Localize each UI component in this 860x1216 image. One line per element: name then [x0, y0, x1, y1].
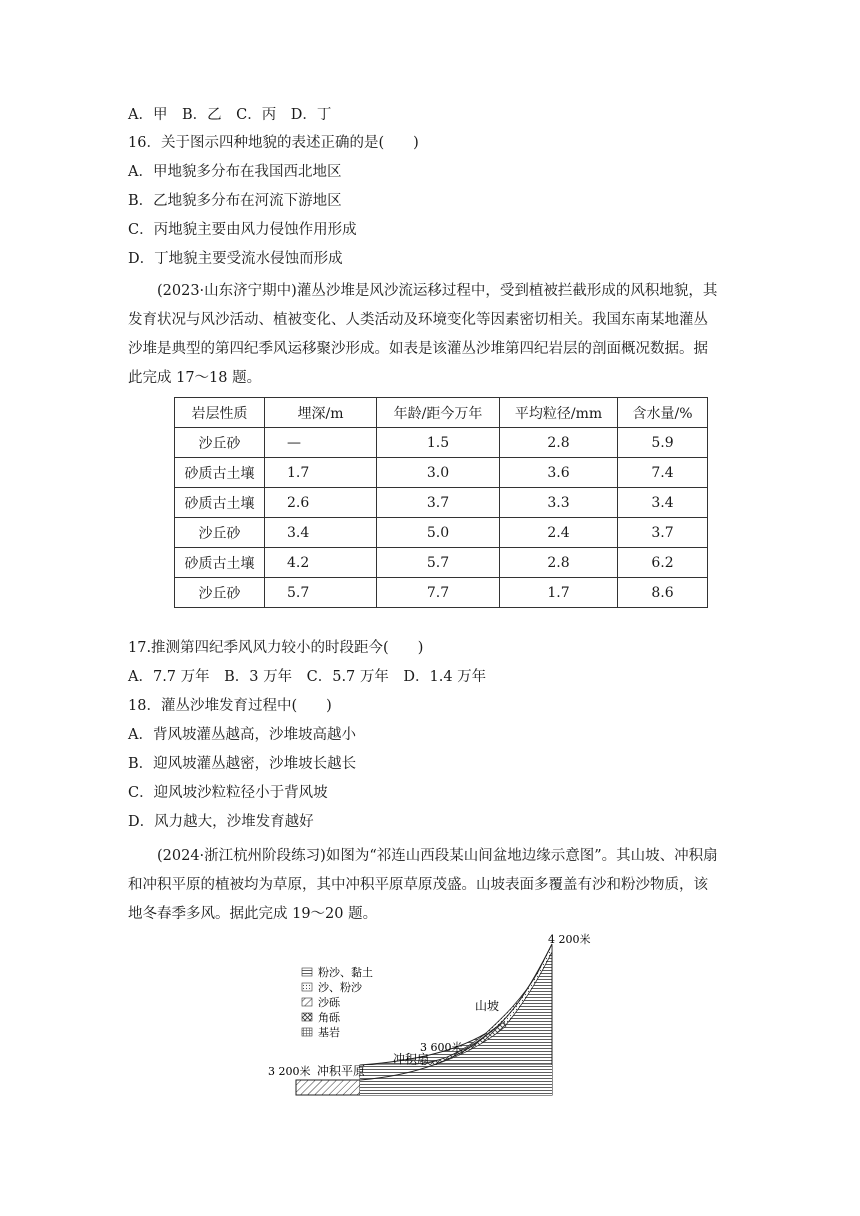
legend-swatch-bedrock — [302, 1028, 312, 1036]
table-cell: 1.5 — [377, 428, 500, 458]
table-cell: 5.9 — [618, 428, 708, 458]
table-cell: 7.4 — [618, 458, 708, 488]
legend-label: 粉沙、黏土 — [318, 966, 373, 979]
passage-1-line: (2023·山东济宁期中)灌丛沙堆是风沙流运移过程中，受到植被拦截形成的风积地貌，其 — [157, 283, 718, 299]
q15-options: A．甲 B．乙 C．丙 D．丁 — [128, 107, 332, 123]
table-row — [175, 518, 708, 548]
table-cell: 3.7 — [377, 488, 500, 518]
peak-elevation-label: 4 200米 — [548, 933, 591, 946]
legend-label: 沙砾 — [318, 996, 340, 1009]
table-row — [175, 578, 708, 608]
passage-1-line: 此完成 17～18 题。 — [128, 370, 262, 386]
table-cell: 4.2 — [265, 548, 377, 578]
q18-option-d: D．风力越大，沙堆发育越好 — [128, 814, 314, 830]
table-cell: 1.7 — [265, 458, 377, 488]
legend — [302, 965, 373, 1039]
table-cell: 8.6 — [618, 578, 708, 608]
fan-elevation-label: 3 600米 — [420, 1041, 463, 1054]
alluvial-plain-layer — [296, 1080, 360, 1095]
passage-2-line: 和冲积平原的植被均为草原，其中冲积平原草原茂盛。山坡表面多覆盖有沙和粉沙物质，该 — [128, 877, 708, 893]
table-cell: 3.0 — [377, 458, 500, 488]
table-cell: 2.8 — [500, 548, 618, 578]
q18-stem: 18．灌丛沙堆发育过程中( ) — [128, 698, 332, 714]
legend-swatch-breccia — [302, 1013, 312, 1021]
q16-option-a: A．甲地貌多分布在我国西北地区 — [128, 164, 342, 180]
table-cell: 3.3 — [500, 488, 618, 518]
table-cell: 3.4 — [618, 488, 708, 518]
table-cell: 2.6 — [265, 488, 377, 518]
table-row — [175, 488, 708, 518]
table-cell: 2.8 — [500, 428, 618, 458]
table-cell: — — [265, 428, 377, 458]
legend-swatch-sand-silt — [302, 983, 312, 991]
q18-option-b: B．迎风坡灌丛越密，沙堆坡长越长 — [128, 756, 357, 772]
passage-1-line: 发育状况与风沙活动、植被变化、人类活动及环境变化等因素密切相关。我国东南某地灌丛 — [128, 312, 708, 328]
bedrock-fill-lower — [360, 1065, 552, 1095]
table-cell: 1.7 — [500, 578, 618, 608]
slope-label: 山坡 — [475, 999, 500, 1013]
table-cell: 2.4 — [500, 518, 618, 548]
table-row — [175, 428, 708, 458]
strata-table — [174, 397, 708, 608]
table-cell: 沙丘砂 — [175, 518, 265, 548]
table-cell: 砂质古土壤 — [175, 548, 265, 578]
q18-option-c: C．迎风坡沙粒粒径小于背风坡 — [128, 785, 328, 801]
legend-label: 基岩 — [318, 1026, 340, 1039]
basin-edge-diagram — [260, 930, 600, 1100]
table-cell: 5.7 — [377, 548, 500, 578]
q18-option-a: A．背风坡灌丛越高，沙堆坡高越小 — [128, 727, 356, 743]
col-header: 埋深/m — [265, 398, 377, 428]
col-header: 平均粒径/mm — [500, 398, 618, 428]
col-header: 年龄/距今万年 — [377, 398, 500, 428]
passage-1-line: 沙堆是典型的第四纪季风运移聚沙形成。如表是该灌丛沙堆第四纪岩层的剖面概况数据。据 — [128, 341, 708, 357]
q16-option-d: D．丁地貌主要受流水侵蚀而形成 — [128, 251, 343, 267]
table-cell: 沙丘砂 — [175, 578, 265, 608]
table-cell: 3.7 — [618, 518, 708, 548]
q17-stem: 17.推测第四纪季风风力较小的时段距今( ) — [128, 640, 424, 656]
q17-options: A．7.7 万年 B．3 万年 C．5.7 万年 D．1.4 万年 — [128, 669, 487, 685]
table-cell: 沙丘砂 — [175, 428, 265, 458]
table-cell: 5.7 — [265, 578, 377, 608]
table-row — [175, 548, 708, 578]
fan-label: 冲积扇 — [393, 1052, 430, 1066]
table-cell: 5.0 — [377, 518, 500, 548]
table-cell: 6.2 — [618, 548, 708, 578]
col-header: 含水量/% — [618, 398, 708, 428]
table-cell: 7.7 — [377, 578, 500, 608]
table-header-row — [175, 398, 708, 428]
passage-2-line: (2024·浙江杭州阶段练习)如图为“祁连山西段某山间盆地边缘示意图”。其山坡、冲积扇 — [157, 848, 718, 864]
table-cell: 砂质古土壤 — [175, 488, 265, 518]
q16-option-c: C．丙地貌主要由风力侵蚀作用形成 — [128, 222, 357, 238]
legend-swatch-silt-clay — [302, 968, 312, 976]
legend-swatch-sand-gravel — [302, 998, 312, 1006]
plain-label: 冲积平原 — [317, 1064, 366, 1078]
legend-label: 沙、粉沙 — [318, 981, 362, 994]
col-header: 岩层性质 — [175, 398, 265, 428]
passage-2-line: 地冬春季多风。据此完成 19～20 题。 — [128, 906, 378, 922]
table-cell: 3.6 — [500, 458, 618, 488]
q16-option-b: B．乙地貌多分布在河流下游地区 — [128, 193, 342, 209]
table-cell: 砂质古土壤 — [175, 458, 265, 488]
legend-label: 角砾 — [318, 1011, 340, 1024]
plain-elevation-label: 3 200米 — [268, 1065, 311, 1078]
q16-stem: 16．关于图示四种地貌的表述正确的是( ) — [128, 135, 419, 151]
table-cell: 3.4 — [265, 518, 377, 548]
table-row — [175, 458, 708, 488]
